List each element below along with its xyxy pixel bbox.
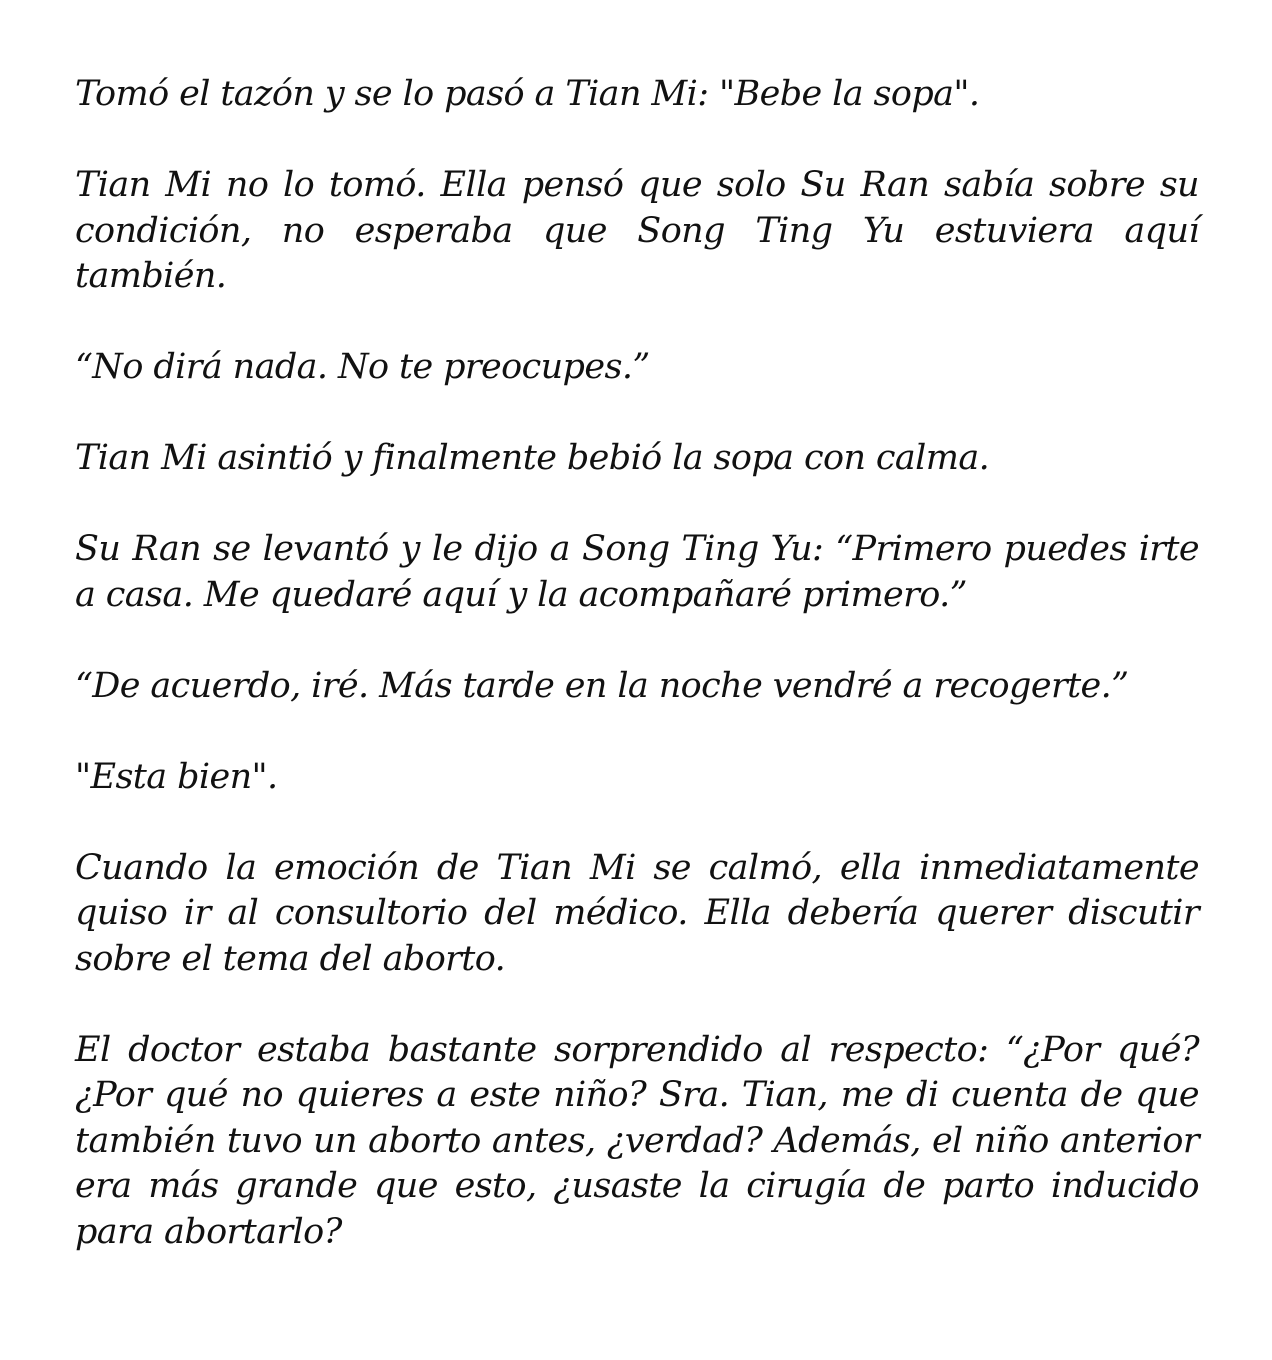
- paragraph-8: Cuando la emoción de Tian Mi se calmó, ella inmediatamente quiso ir al consultorio del médico. Ella debería querer discutir sobre el tema del aborto.: [75, 847, 1199, 979]
- paragraph-9: El doctor estaba bastante sorprendido al respecto: “¿Por qué? ¿Por qué no quieres a este niño? Sra. Tian, me di cuenta de que también tuvo un aborto antes, ¿verdad? Además, el niño anterior era más grande que esto, ¿usaste la cirugía de parto inducido para abortarlo?: [75, 1029, 1199, 1252]
- paragraph-6: “De acuerdo, iré. Más tarde en la noche vendré a recogerte.”: [75, 665, 1129, 706]
- paragraph-7: "Esta bien".: [75, 756, 278, 797]
- paragraph-2: Tian Mi no lo tomó. Ella pensó que solo Su Ran sabía sobre su condición, no esperaba que Song Ting Yu estuviera aquí también.: [75, 165, 1199, 296]
- paragraph-4: Tian Mi asintió y finalmente bebió la sopa con calma.: [75, 438, 990, 478]
- paragraph-3: “No dirá nada. No te preocupes.”: [75, 347, 650, 387]
- paragraph-5: Su Ran se levantó y le dijo a Song Ting Yu: “Primero puedes irte a casa. Me quedaré aquí y la acompañaré primero.”: [75, 529, 1199, 615]
- document-page: [75, 72, 1199, 1255]
- paragraph-1: Tomó el tazón y se lo pasó a Tian Mi: "Bebe la sopa".: [75, 74, 980, 114]
